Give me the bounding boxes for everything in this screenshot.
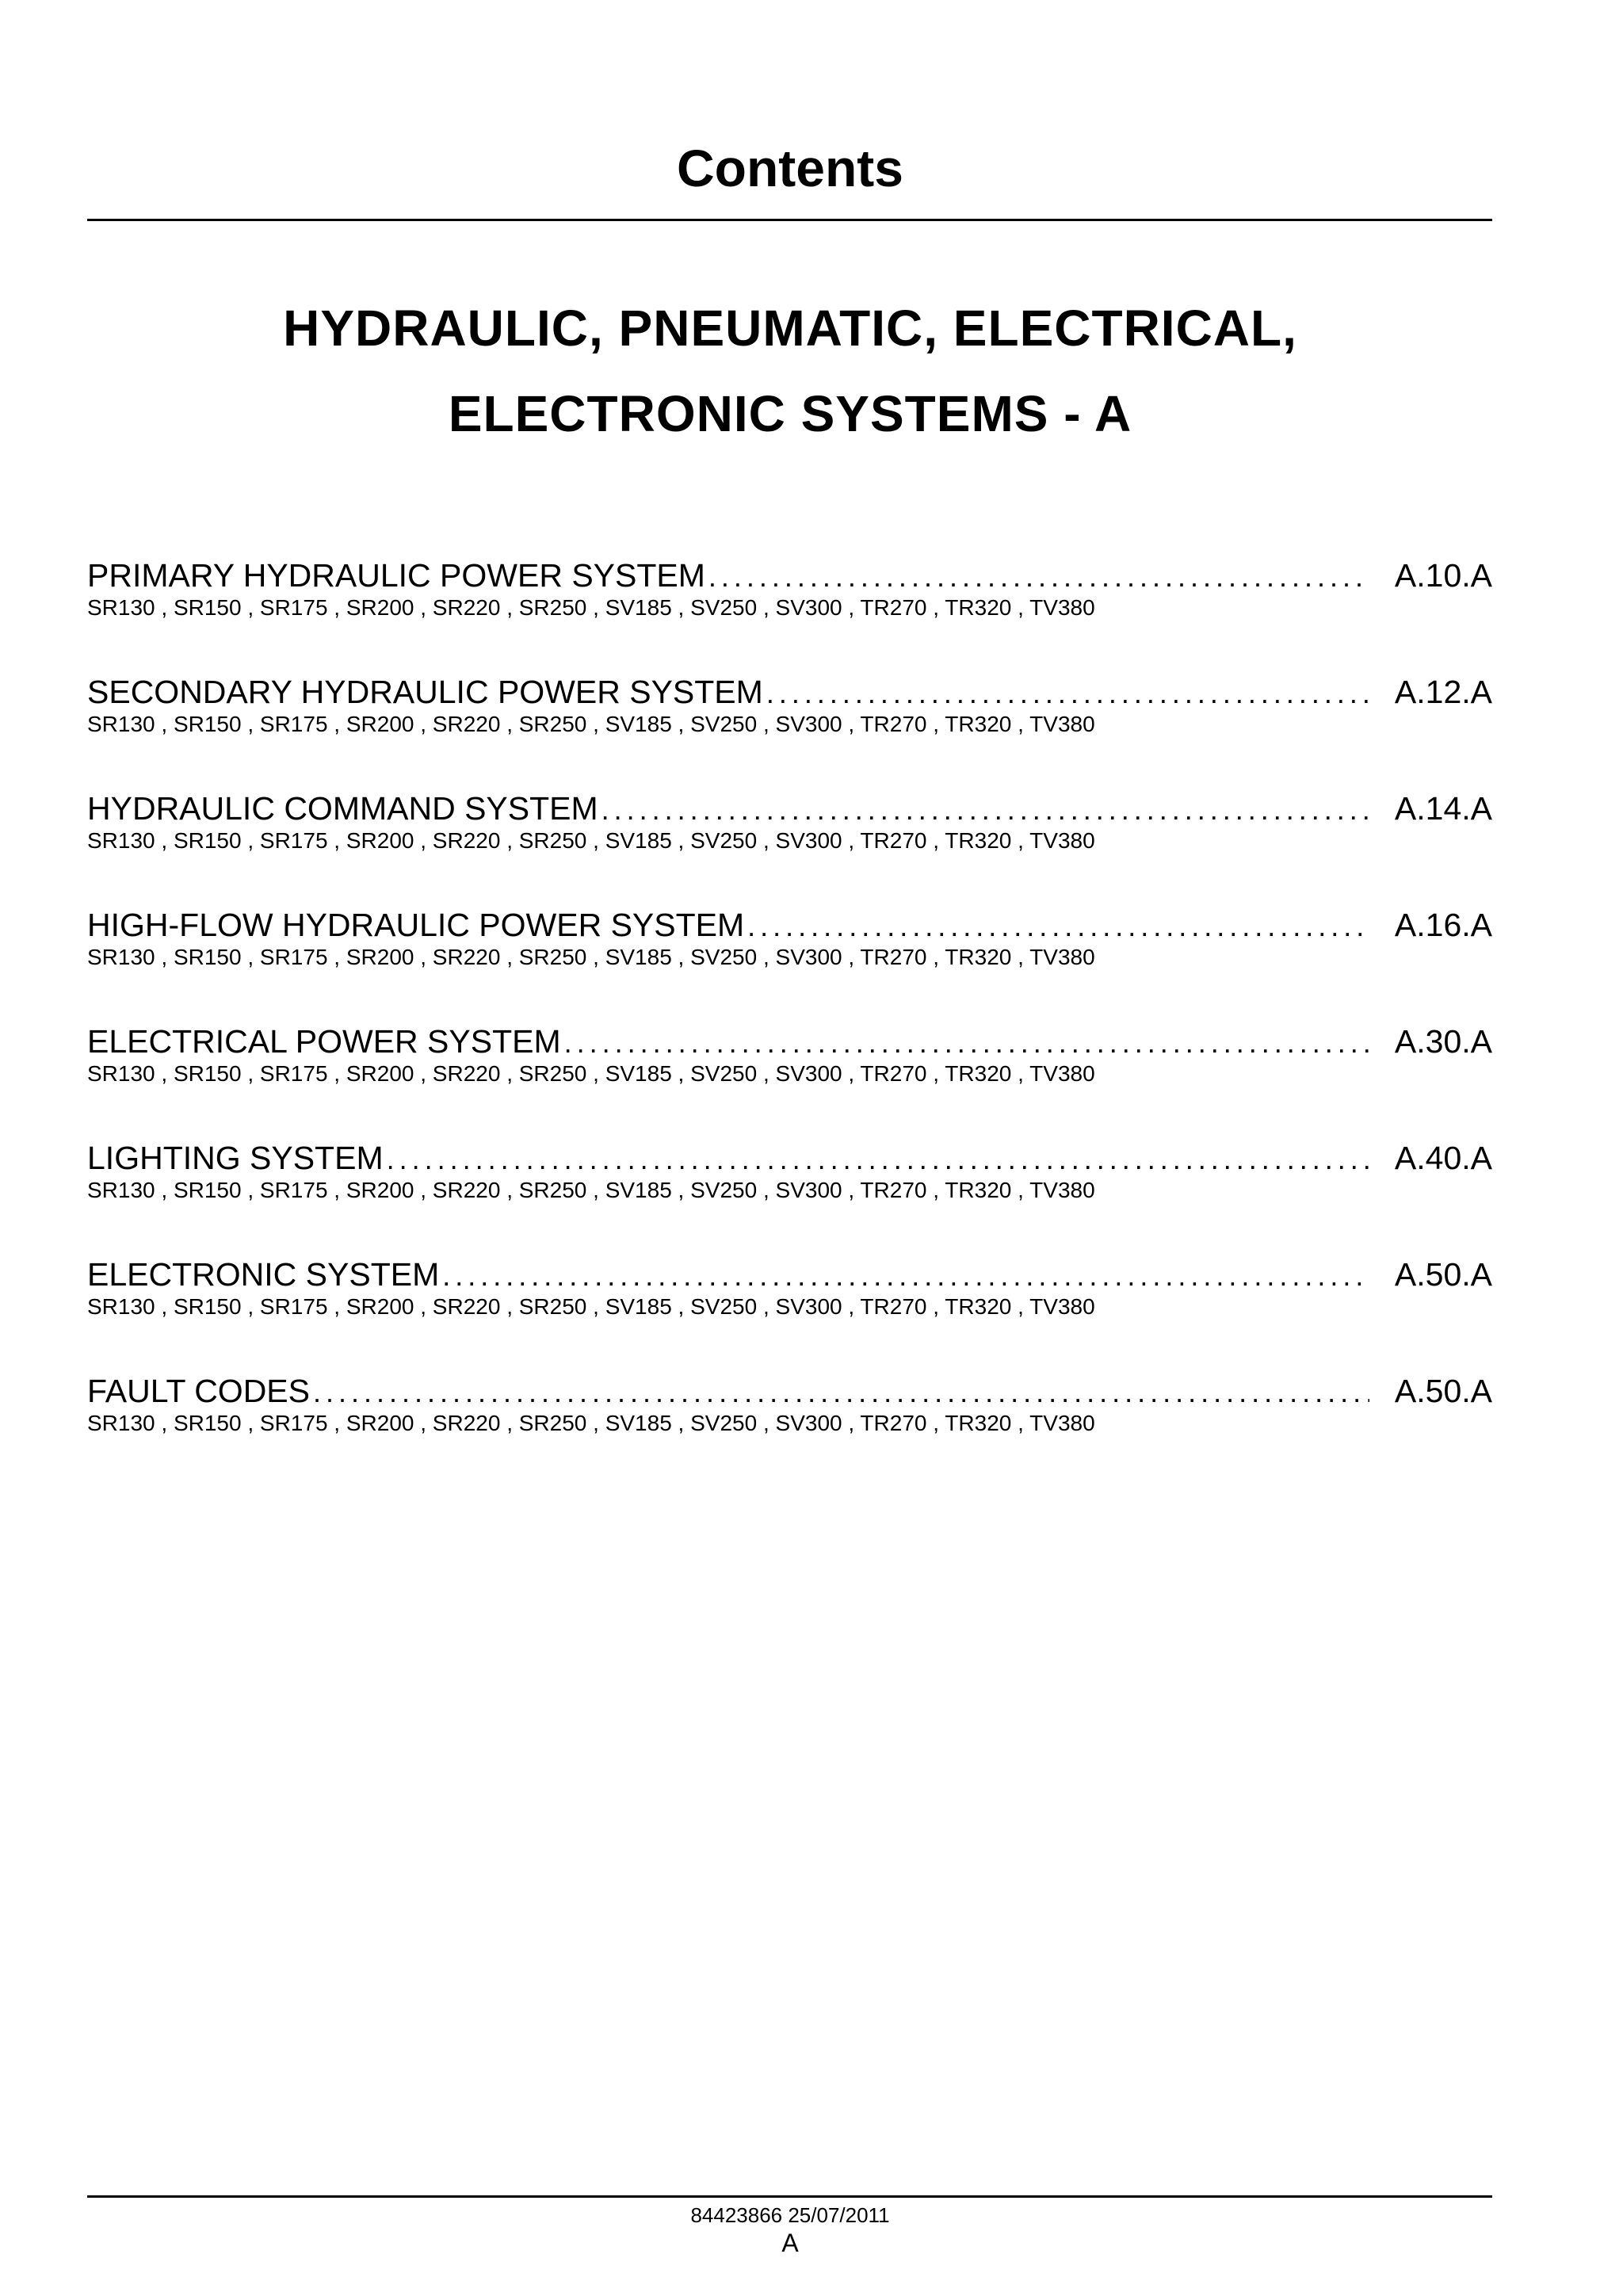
dot-leader <box>766 674 1369 712</box>
toc-entry-title[interactable]: HYDRAULIC COMMAND SYSTEM <box>87 790 598 827</box>
toc-entry-models: SR130 , SR150 , SR175 , SR200 , SR220 , SR250 , SV185 , SV250 , SV300 , TR270 , TR320 , TV380 <box>87 945 1095 969</box>
dot-leader <box>442 1257 1369 1295</box>
dot-leader <box>601 791 1369 829</box>
toc-entry-reference[interactable]: A.50.A <box>1394 1373 1492 1409</box>
toc-entry-reference[interactable]: A.14.A <box>1394 790 1492 827</box>
toc-entry-models: SR130 , SR150 , SR175 , SR200 , SR220 , SR250 , SV185 , SV250 , SV300 , TR270 , TR320 , TV380 <box>87 1178 1095 1202</box>
toc-entry-primary-hydraulic[interactable] <box>87 556 1492 673</box>
toc-entry-reference[interactable]: A.30.A <box>1394 1023 1492 1060</box>
section-title-line-1: HYDRAULIC, PNEUMATIC, ELECTRICAL, <box>283 300 1297 357</box>
toc-entry-models: SR130 , SR150 , SR175 , SR200 , SR220 , SR250 , SV185 , SV250 , SV300 , TR270 , TR320 , TV380 <box>87 1411 1095 1435</box>
section-title <box>0 285 1580 457</box>
toc-entry-models: SR130 , SR150 , SR175 , SR200 , SR220 , SR250 , SV185 , SV250 , SV300 , TR270 , TR320 , TV380 <box>87 1294 1095 1319</box>
toc-entry-reference[interactable]: A.16.A <box>1394 907 1492 943</box>
toc-entry-hydraulic-command[interactable] <box>87 789 1492 906</box>
page-title: Contents <box>677 139 903 197</box>
toc-entry-title[interactable]: ELECTRICAL POWER SYSTEM <box>87 1023 561 1060</box>
toc-entry-reference[interactable]: A.10.A <box>1394 557 1492 594</box>
dot-leader <box>313 1373 1369 1412</box>
toc-entry-models: SR130 , SR150 , SR175 , SR200 , SR220 , SR250 , SV185 , SV250 , SV300 , TR270 , TR320 , TV380 <box>87 712 1095 736</box>
toc-entry-title[interactable]: SECONDARY HYDRAULIC POWER SYSTEM <box>87 674 763 710</box>
toc-entry-electrical-power[interactable] <box>87 1022 1492 1139</box>
footer-doc-number: 84423866 25/07/2011 <box>690 2203 890 2227</box>
toc-entry-high-flow-hydraulic[interactable] <box>87 906 1492 1022</box>
toc-entry-reference[interactable]: A.50.A <box>1394 1256 1492 1293</box>
bottom-divider <box>87 2195 1492 2198</box>
toc-entry-lighting[interactable] <box>87 1139 1492 1255</box>
toc-entry-title[interactable]: PRIMARY HYDRAULIC POWER SYSTEM <box>87 557 705 594</box>
toc-entry-models: SR130 , SR150 , SR175 , SR200 , SR220 , SR250 , SV185 , SV250 , SV300 , TR270 , TR320 , TV380 <box>87 1061 1095 1086</box>
toc-entry-reference[interactable]: A.40.A <box>1394 1140 1492 1176</box>
dot-leader <box>708 558 1369 596</box>
toc-entry-title[interactable]: FAULT CODES <box>87 1373 310 1409</box>
section-title-line-2: ELECTRONIC SYSTEMS - A <box>448 385 1132 442</box>
toc-entry-title[interactable]: LIGHTING SYSTEM <box>87 1140 384 1176</box>
toc-entry-models: SR130 , SR150 , SR175 , SR200 , SR220 , SR250 , SV185 , SV250 , SV300 , TR270 , TR320 , TV380 <box>87 595 1095 620</box>
toc-entry-electronic[interactable] <box>87 1255 1492 1372</box>
table-of-contents <box>87 556 1492 1488</box>
toc-entry-secondary-hydraulic[interactable] <box>87 673 1492 789</box>
toc-entry-title[interactable]: ELECTRONIC SYSTEM <box>87 1256 440 1293</box>
toc-entry-title[interactable]: HIGH-FLOW HYDRAULIC POWER SYSTEM <box>87 907 745 943</box>
footer-page-label: A <box>781 2229 799 2257</box>
toc-entry-reference[interactable]: A.12.A <box>1394 674 1492 710</box>
top-divider <box>87 219 1492 221</box>
toc-entry-models: SR130 , SR150 , SR175 , SR200 , SR220 , SR250 , SV185 , SV250 , SV300 , TR270 , TR320 , TV380 <box>87 828 1095 853</box>
dot-leader <box>747 907 1369 946</box>
dot-leader <box>387 1140 1369 1179</box>
dot-leader <box>564 1024 1369 1062</box>
toc-entry-fault-codes[interactable] <box>87 1372 1492 1488</box>
